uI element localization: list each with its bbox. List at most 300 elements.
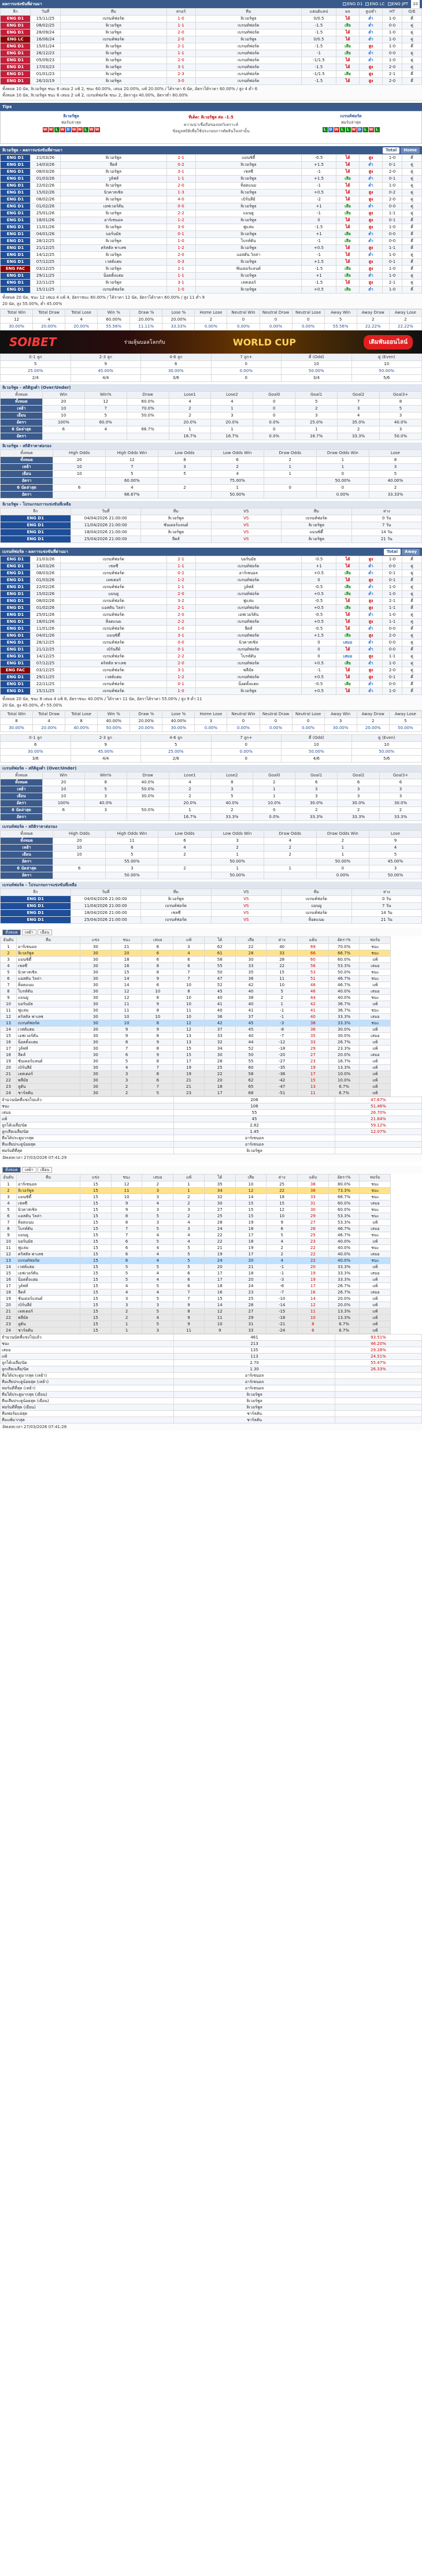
form-badge: W: [49, 128, 53, 132]
league-cell: 10: [111, 1014, 142, 1020]
league-tab[interactable]: เยือน: [38, 1167, 52, 1173]
home-team: บอร์นมัธ: [61, 231, 167, 238]
match-row[interactable]: [1, 674, 422, 681]
match-row[interactable]: [1, 50, 422, 57]
ou-row-cell: [127, 419, 169, 426]
league-cell: 8: [1, 1226, 17, 1232]
league-cell: 30: [80, 976, 112, 982]
league-row[interactable]: [1, 1220, 422, 1226]
league-cell: 31: [298, 1200, 329, 1207]
match-row[interactable]: [1, 210, 422, 217]
league-cell: แพ้: [360, 1315, 391, 1321]
league-row[interactable]: [1, 1213, 422, 1220]
fixture-row[interactable]: [1, 536, 422, 543]
match-row[interactable]: [1, 64, 422, 71]
match-row[interactable]: [1, 252, 422, 259]
league-row[interactable]: [1, 1033, 422, 1039]
match-date: 01/03/26: [31, 577, 61, 584]
league-cell: 40.0%: [328, 1258, 360, 1264]
league-cell: 13.3%: [328, 1315, 360, 1321]
ou-row-cell: 4: [169, 399, 211, 406]
league-row[interactable]: [1, 1001, 422, 1008]
league-row[interactable]: [1, 1321, 422, 1328]
league-row[interactable]: [1, 1046, 422, 1052]
ou-header-cell: Goal0: [253, 392, 295, 399]
match-row[interactable]: [1, 646, 422, 653]
league-row[interactable]: [1, 1188, 422, 1194]
handicap-result: เสีย: [336, 176, 360, 183]
over-under: สูง: [360, 266, 383, 273]
match-row[interactable]: [1, 563, 422, 570]
odds-row-cell: 2: [158, 865, 211, 872]
match-row[interactable]: [1, 640, 422, 646]
handicap-result: ได้: [336, 29, 360, 36]
home-team: คริสตัล พาเลซ: [61, 245, 167, 252]
league-cell: 30: [80, 1077, 112, 1084]
odds-row-cell: 10: [53, 845, 106, 852]
league-row[interactable]: [1, 1052, 422, 1058]
match-row[interactable]: [1, 245, 422, 252]
league-row[interactable]: [1, 1039, 422, 1046]
fixture-header-cell: ทีม: [282, 508, 352, 515]
league-cell: 28: [235, 1302, 266, 1309]
league-stat-label: ลูกเสียเฉลี่ย/นัด: [1, 1129, 174, 1135]
match-row[interactable]: [1, 660, 422, 667]
fixture-cell: 7 วัน: [351, 903, 422, 910]
ou-row-cell: 3: [380, 793, 422, 800]
filter-league-checkbox[interactable]: ENG D1: [343, 0, 362, 8]
match-row[interactable]: [1, 196, 422, 203]
stat-header-cell: Total Win: [1, 310, 33, 317]
league-row[interactable]: [1, 1309, 422, 1315]
league-row[interactable]: [1, 1065, 422, 1071]
stat-header-cell: Away Draw: [357, 310, 389, 317]
league-stat-row: [1, 1392, 422, 1398]
match-row[interactable]: [1, 266, 422, 273]
league-badge: ENG D1: [1, 273, 31, 280]
odd-even: คู่: [402, 162, 422, 169]
match-score: 1-0: [166, 688, 195, 695]
match-date: 07/12/25: [31, 660, 61, 667]
match-date: 08/02/26: [31, 598, 61, 605]
league-tab[interactable]: ทั้งหมด: [2, 1167, 21, 1173]
league-cell: 22: [298, 1258, 329, 1264]
match-row[interactable]: [1, 556, 422, 563]
filter-cup-checkbox[interactable]: ENG LC: [365, 0, 384, 8]
match-row[interactable]: [1, 626, 422, 633]
league-tab[interactable]: เยือน: [38, 930, 52, 935]
league-badge: ENG D1: [1, 660, 31, 667]
ou-row-cell: 2: [253, 779, 295, 786]
match-score: 0-0: [166, 203, 195, 210]
league-cell: 61: [204, 950, 235, 957]
odds-row: [1, 872, 422, 879]
league-cell: 30: [80, 995, 112, 1001]
away-goals-head: [1, 735, 422, 742]
league-cell: 14: [204, 1302, 235, 1309]
handicap: +0.5: [302, 619, 336, 626]
league-cell: 2: [266, 995, 298, 1001]
league-cell: 5: [266, 1232, 298, 1239]
handicap-result: เสมอ: [336, 653, 360, 660]
goals-header-cell: 4-6 ลูก: [141, 735, 212, 742]
league-cell: 12: [204, 1309, 235, 1315]
match-row[interactable]: [1, 612, 422, 619]
league-cell: 9: [111, 1027, 142, 1033]
odd-even: คี่: [402, 245, 422, 252]
match-row[interactable]: [1, 16, 422, 23]
stat-pct-cell: 0.00%: [292, 725, 324, 732]
tab-home-home[interactable]: Home: [401, 147, 420, 154]
league-row[interactable]: [1, 1232, 422, 1239]
tab-away-away[interactable]: Away: [402, 549, 420, 555]
league-row[interactable]: [1, 1264, 422, 1270]
league-row[interactable]: [1, 1020, 422, 1027]
over-under: สูง: [360, 155, 383, 162]
league-cell: 10: [111, 1194, 142, 1200]
stat-pct-cell: 20.00%: [130, 725, 162, 732]
ou-row-cell: [127, 800, 169, 807]
league-row[interactable]: [1, 1296, 422, 1302]
league-cell: 66.7%: [328, 1194, 360, 1200]
match-row[interactable]: [1, 619, 422, 626]
fixture-row[interactable]: [1, 515, 422, 522]
fixture-cell: 11/04/2026 21:00:00: [71, 903, 141, 910]
league-cell: 8: [142, 963, 173, 969]
league-row[interactable]: [1, 1181, 422, 1188]
match-row[interactable]: [1, 259, 422, 266]
league-cell: 18: [235, 1239, 266, 1245]
match-row[interactable]: [1, 189, 422, 196]
match-row[interactable]: [1, 36, 422, 43]
stat-count-cell: 0: [260, 317, 292, 324]
home-team: เบรนท์ฟอร์ด: [61, 287, 167, 293]
ou-row-cell: 7: [84, 406, 127, 412]
league-row[interactable]: [1, 1270, 422, 1277]
handicap-result: ได้: [336, 245, 360, 252]
league-row[interactable]: [1, 1090, 422, 1096]
fixture-row[interactable]: [1, 903, 422, 910]
league-cell: -3: [266, 1020, 298, 1027]
match-date: 28/12/25: [31, 238, 61, 245]
match-row[interactable]: [1, 273, 422, 280]
over-under: ต่ำ: [360, 36, 383, 43]
match-score: 3-0: [166, 224, 195, 231]
match-row[interactable]: [1, 584, 422, 591]
league-row[interactable]: [1, 1226, 422, 1232]
match-date: 18/01/26: [31, 619, 61, 626]
ou-row-cell: 6: [42, 426, 84, 433]
home-ou-head: [1, 392, 422, 399]
form-badge: L: [375, 127, 380, 132]
league-stat-label: ฟอร์มดีที่สุด (เยือน): [1, 1404, 174, 1411]
match-row[interactable]: [1, 23, 422, 29]
league-row[interactable]: [1, 1084, 422, 1090]
league-cell: แพ้: [360, 1090, 391, 1096]
league-row[interactable]: [1, 1077, 422, 1084]
match-row[interactable]: [1, 280, 422, 287]
match-row[interactable]: [1, 57, 422, 64]
league-header-cell: เสีย: [235, 1174, 266, 1181]
league-row[interactable]: [1, 944, 422, 950]
match-row[interactable]: [1, 217, 422, 224]
league-cell: แมนซิตี้: [17, 957, 80, 963]
league-cell: 33: [298, 1039, 329, 1046]
league-cell: แพ้: [360, 1296, 391, 1302]
match-row[interactable]: [1, 667, 422, 674]
odds-row-cell: 9: [369, 838, 421, 845]
filter-count-select[interactable]: 10: [411, 0, 420, 8]
odd-even: คี่: [402, 71, 422, 78]
league-row[interactable]: [1, 1302, 422, 1309]
stat-header-cell: Home Lose: [195, 310, 227, 317]
ou-row-cell: 33.3%: [295, 814, 338, 821]
league-cell: 9: [173, 1321, 205, 1328]
league-stat-row: [1, 1411, 422, 1417]
league-row[interactable]: [1, 976, 422, 982]
league-cell: 1: [1, 944, 17, 950]
match-row[interactable]: [1, 231, 422, 238]
fixture-cell: 0 วัน: [351, 896, 422, 903]
match-row[interactable]: [1, 598, 422, 605]
league-cell: 19: [235, 1220, 266, 1226]
league-tab[interactable]: ทั้งหมด: [2, 930, 21, 935]
league-cell: 30: [80, 1090, 112, 1096]
league-stats-body: [1, 1097, 422, 1154]
away-team: ลิเวอร์พูล: [195, 162, 302, 169]
league-tab[interactable]: เหย้า: [22, 1167, 36, 1173]
match-row[interactable]: [1, 183, 422, 189]
league-cell: 15: [80, 1309, 112, 1315]
league-row[interactable]: [1, 1277, 422, 1283]
league-row[interactable]: [1, 1071, 422, 1077]
league-cell: 4: [266, 1239, 298, 1245]
league-cell: 7: [173, 1289, 205, 1296]
promo-banner[interactable]: [0, 330, 422, 354]
half-time-score: 0-0: [383, 626, 402, 633]
away-team: เบรนท์ฟอร์ด: [195, 57, 302, 64]
home-goals-row-frac: [1, 375, 422, 382]
match-row[interactable]: [1, 155, 422, 162]
away-future-head: [1, 889, 422, 896]
match-row[interactable]: [1, 633, 422, 640]
tab-away-total[interactable]: Total: [384, 549, 401, 555]
league-row[interactable]: [1, 1207, 422, 1213]
goals-header-cell: คี่ (Odd): [282, 735, 352, 742]
league-row[interactable]: [1, 1008, 422, 1014]
league-row[interactable]: [1, 1315, 422, 1321]
league-row[interactable]: [1, 1328, 422, 1334]
match-row[interactable]: [1, 169, 422, 176]
league-badge: ENG D1: [1, 162, 31, 169]
goals-frac-cell: 4/4: [71, 756, 141, 763]
league-header-cell: แข่ง: [80, 1174, 112, 1181]
odds-row-cell: 3: [369, 464, 421, 471]
league-cell: 50: [235, 1052, 266, 1058]
league-badge: ENG D1: [1, 287, 31, 293]
match-row[interactable]: [1, 238, 422, 245]
league-row[interactable]: [1, 1283, 422, 1289]
handicap: +0.5: [302, 591, 336, 598]
match-row[interactable]: [1, 176, 422, 183]
league-row[interactable]: [1, 969, 422, 976]
match-row[interactable]: [1, 29, 422, 36]
league-row[interactable]: [1, 1245, 422, 1251]
fixture-row[interactable]: [1, 522, 422, 529]
league-cell: 4: [111, 1289, 142, 1296]
match-row[interactable]: [1, 78, 422, 85]
ou-row: [1, 433, 422, 440]
league-cell: -12: [266, 1039, 298, 1046]
handicap-result: ได้: [336, 189, 360, 196]
filter-third-checkbox[interactable]: ENG-JPT: [388, 0, 409, 8]
league-cell: 15: [80, 1321, 112, 1328]
over-under: สูง: [360, 196, 383, 203]
league-cell: 6.7%: [328, 1328, 360, 1334]
goals-pct-cell: 50.00%: [282, 368, 352, 375]
stat-count-cell: 3: [195, 718, 227, 725]
league-row[interactable]: [1, 963, 422, 969]
match-row[interactable]: [1, 287, 422, 293]
league-cell: แพ้: [360, 1071, 391, 1077]
ou-header-cell: Win%: [84, 772, 127, 779]
handicap-result: ได้: [336, 57, 360, 64]
stat-pct-cell: 55.56%: [324, 324, 357, 330]
handicap-result: ได้: [336, 667, 360, 674]
match-row[interactable]: [1, 681, 422, 688]
league-row[interactable]: [1, 988, 422, 995]
league-row[interactable]: [1, 1014, 422, 1020]
league-row[interactable]: [1, 1194, 422, 1200]
match-row[interactable]: [1, 203, 422, 210]
match-date: 01/02/26: [31, 605, 61, 612]
match-row[interactable]: [1, 71, 422, 78]
league-badge: ENG D1: [1, 681, 31, 688]
stat-pct-cell: 30.00%: [1, 324, 33, 330]
match-row[interactable]: [1, 162, 422, 169]
fixture-row[interactable]: [1, 910, 422, 917]
away-team: เบิร์นลีย์: [195, 196, 302, 203]
tab-home-total[interactable]: Total: [383, 147, 399, 154]
league-cell: ชนะ: [360, 1207, 391, 1213]
match-row[interactable]: [1, 653, 422, 660]
away-ou-head: [1, 772, 422, 779]
league-row[interactable]: [1, 982, 422, 988]
fixture-cell: ลีดส์: [141, 536, 212, 543]
league-header-cell: ได้: [204, 937, 235, 944]
league-row[interactable]: [1, 1027, 422, 1033]
league-row[interactable]: [1, 950, 422, 957]
league-stat-value: 2.70: [174, 1360, 335, 1366]
fixture-row[interactable]: [1, 896, 422, 903]
handicap: -0.5: [302, 556, 336, 563]
home-team: ลิเวอร์พูล: [61, 224, 167, 231]
fixture-row[interactable]: [1, 917, 422, 924]
league-badge: ENG D1: [1, 584, 31, 591]
league-cell: 20: [1, 1065, 17, 1071]
league-cell: 17: [1, 1283, 17, 1289]
league-cell: 60: [235, 1065, 266, 1071]
handicap-result: เสีย: [336, 210, 360, 217]
league-tab[interactable]: เหย้า: [22, 930, 36, 935]
match-score: 3-1: [166, 64, 195, 71]
league-row[interactable]: [1, 1258, 422, 1264]
league-row[interactable]: [1, 1200, 422, 1207]
banner-cta-button[interactable]: เดิมพันออนไลน์: [364, 335, 413, 350]
handicap-result: เสีย: [336, 584, 360, 591]
league-row[interactable]: [1, 1058, 422, 1065]
league-cell: 2: [142, 1181, 173, 1188]
handicap: +1.5: [302, 259, 336, 266]
league-cell: ชนะ: [360, 1194, 391, 1200]
ou-row-cell: 4: [338, 412, 380, 419]
odds-row-cell: 75.00%: [211, 478, 264, 485]
league-cell: 15: [80, 1328, 112, 1334]
league-row[interactable]: [1, 1239, 422, 1245]
ou-row-cell: 0.0%: [253, 433, 295, 440]
league-cell: 9: [111, 1207, 142, 1213]
home-stat-row-pct: [1, 324, 422, 330]
match-row[interactable]: [1, 577, 422, 584]
handicap-result: ได้: [336, 563, 360, 570]
league-cell: 5: [142, 1296, 173, 1302]
league-cell: 7: [173, 976, 205, 982]
league-cell: 8: [142, 1071, 173, 1077]
ou-row-cell: [84, 433, 127, 440]
league-cell: 15: [80, 1181, 112, 1188]
league-cell: 30: [80, 1008, 112, 1014]
fixture-row[interactable]: [1, 529, 422, 536]
league-row[interactable]: [1, 1251, 422, 1258]
odds-row-cell: 6: [211, 457, 264, 464]
stat-count-cell: 40.00%: [162, 718, 195, 725]
fixture-cell: แมนซิตี้: [282, 529, 352, 536]
match-row[interactable]: [1, 224, 422, 231]
match-score: 3-0: [166, 78, 195, 85]
league-cell: 68: [235, 1090, 266, 1096]
league-cell: 11: [111, 1001, 142, 1008]
fixture-cell: ลิเวอร์พูล: [141, 515, 212, 522]
league-cell: ลีดส์: [17, 1289, 80, 1296]
league-cell: 15: [80, 1315, 112, 1321]
league-row[interactable]: [1, 1289, 422, 1296]
stat-header-cell: Away Lose: [389, 711, 421, 718]
league-cell: -1: [266, 1264, 298, 1270]
league-row[interactable]: [1, 995, 422, 1001]
league-cell: 30: [80, 1046, 112, 1052]
league-row[interactable]: [1, 957, 422, 963]
match-row[interactable]: [1, 605, 422, 612]
ou-header-cell: ทั้งหมด: [1, 392, 43, 399]
league-cell: 15: [80, 1264, 112, 1270]
match-row[interactable]: [1, 591, 422, 598]
ou-row-cell: 30.0%: [295, 800, 338, 807]
league-header-cell: แต้ม: [298, 1174, 329, 1181]
match-row[interactable]: [1, 688, 422, 695]
league-cell: 6.7%: [328, 1321, 360, 1328]
league-cell: 14: [1, 1027, 17, 1033]
match-row[interactable]: [1, 43, 422, 50]
fixture-cell: 11/04/2026 21:00:00: [71, 522, 141, 529]
half-time-score: 1-0: [383, 266, 402, 273]
goals-frac-cell: 3/6: [1, 756, 71, 763]
league-cell: 33: [298, 1194, 329, 1200]
over-under: สูง: [360, 280, 383, 287]
match-row[interactable]: [1, 570, 422, 577]
ou-row-cell: 10: [42, 793, 84, 800]
league-cell: 3: [142, 1207, 173, 1213]
handicap-result: ได้: [336, 36, 360, 43]
